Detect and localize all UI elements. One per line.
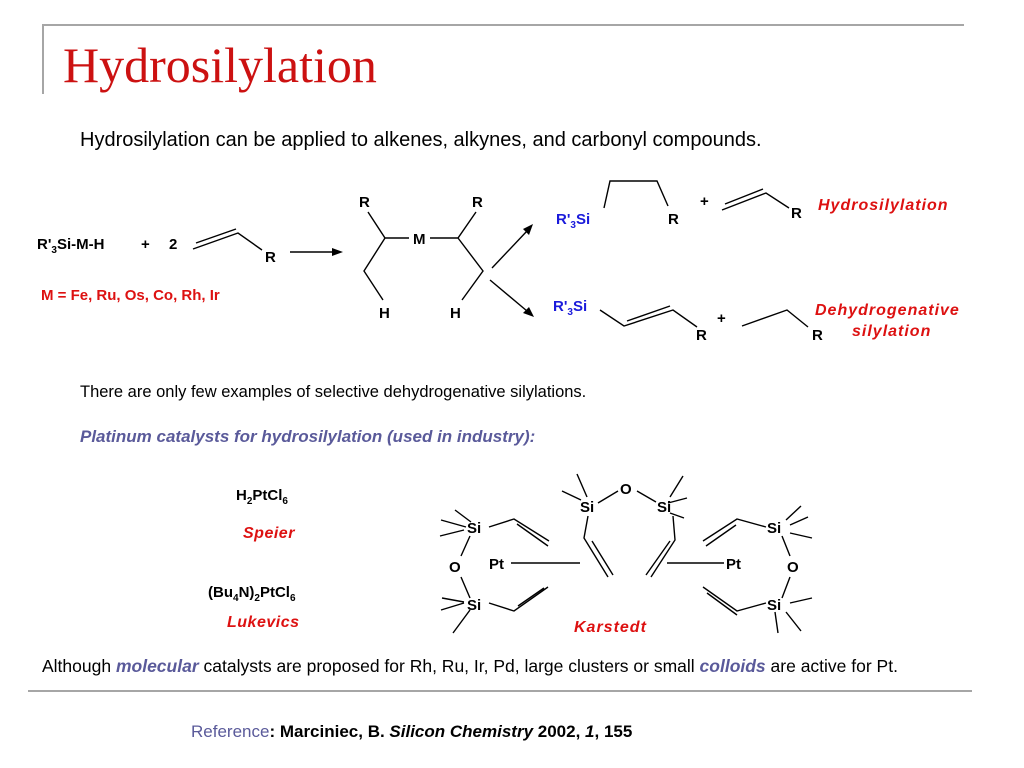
reaction-arrow-head	[332, 248, 343, 256]
label-dehydro-line2: silylation	[852, 323, 932, 340]
left-complex-bonds	[440, 510, 580, 633]
note-platinum: Platinum catalysts for hydrosilylation (used in industry):	[80, 427, 536, 446]
speier-name: Speier	[243, 525, 295, 542]
bottom-part2: catalysts are proposed for Rh, Ru, Ir, Pd, large clusters or small	[198, 656, 700, 676]
si-right-top: Si	[767, 520, 782, 537]
speier-formula: $H_2PtCl_6$	[236, 487, 288, 507]
slide-title: Hydrosilylation	[63, 37, 377, 93]
alkene-top-r: R	[791, 205, 802, 222]
intermediate-h-right: H	[450, 305, 461, 322]
intermediate-bonds	[364, 212, 483, 300]
pt-left: Pt	[489, 556, 504, 573]
o-right: O	[787, 559, 799, 576]
reference-year: 2002,	[533, 722, 586, 741]
lukevics-formula: $(Bu_4N)_2PtCl_6$	[208, 584, 296, 604]
label-dehydro-line1: Dehydrogenative	[815, 302, 960, 319]
term-colloids: colloids	[699, 656, 766, 676]
bottom-statement	[42, 656, 898, 677]
pt-right: Pt	[726, 556, 741, 573]
plus-bottom: +	[717, 310, 726, 327]
bottom-part3: are active for Pt.	[765, 656, 898, 676]
reference-pages: , 155	[594, 722, 633, 741]
stoich-coefficient: 2	[169, 236, 178, 253]
intermediate-metal: M	[413, 231, 426, 248]
alkyl-chain-bonds	[604, 181, 668, 208]
plus-sign: +	[141, 236, 150, 253]
o-center: O	[620, 481, 632, 498]
slide-subtitle: Hydrosilylation can be applied to alkenes, alkynes, and carbonyl compounds.	[80, 129, 762, 151]
product-silyl-bottom: $R'_3Si$	[553, 298, 588, 318]
o-left: O	[449, 559, 461, 576]
intermediate-r-right: R	[472, 194, 483, 211]
arrow-down-shaft	[490, 280, 527, 311]
intermediate-r-left: R	[359, 194, 370, 211]
term-molecular: molecular	[115, 656, 199, 676]
reference-volume: 1	[585, 722, 595, 741]
alkane-r: R	[812, 327, 823, 344]
bottom-part1: Although	[42, 656, 116, 676]
label-hydrosilylation: Hydrosilylation	[818, 197, 949, 214]
alkane-bonds	[742, 310, 808, 327]
product-silyl-top: $R'_3Si$	[556, 211, 591, 231]
vinylsilane-bonds	[600, 310, 697, 327]
product-r-top: R	[668, 211, 679, 228]
reference-journal: Silicon Chemistry	[389, 722, 534, 741]
intermediate-h-left: H	[379, 305, 390, 322]
karstedt-structure	[440, 474, 812, 633]
karstedt-name: Karstedt	[574, 619, 647, 636]
plus-top: +	[700, 193, 709, 210]
reactant-silane: $R'_3Si-M-H$	[37, 236, 105, 256]
alkene-r-label: R	[265, 249, 276, 266]
reference-label: Reference	[191, 722, 270, 741]
si-right-bottom: Si	[767, 597, 782, 614]
si-left-bottom: Si	[467, 597, 482, 614]
reference-line	[191, 722, 632, 742]
arrow-up-shaft	[492, 231, 527, 268]
metals-list: M = Fe, Ru, Os, Co, Rh, Ir	[41, 287, 220, 304]
product-r-bottom: R	[696, 327, 707, 344]
si-center-right: Si	[657, 499, 672, 516]
alkene-bond	[193, 233, 262, 250]
lukevics-name: Lukevics	[227, 614, 300, 631]
note-dehydrogenative: There are only few examples of selective dehydrogenative silylations.	[80, 383, 587, 401]
reference-authors: : Marciniec, B.	[269, 722, 390, 741]
si-left-top: Si	[467, 520, 482, 537]
si-center-left: Si	[580, 499, 595, 516]
bottom-rule	[28, 690, 972, 692]
